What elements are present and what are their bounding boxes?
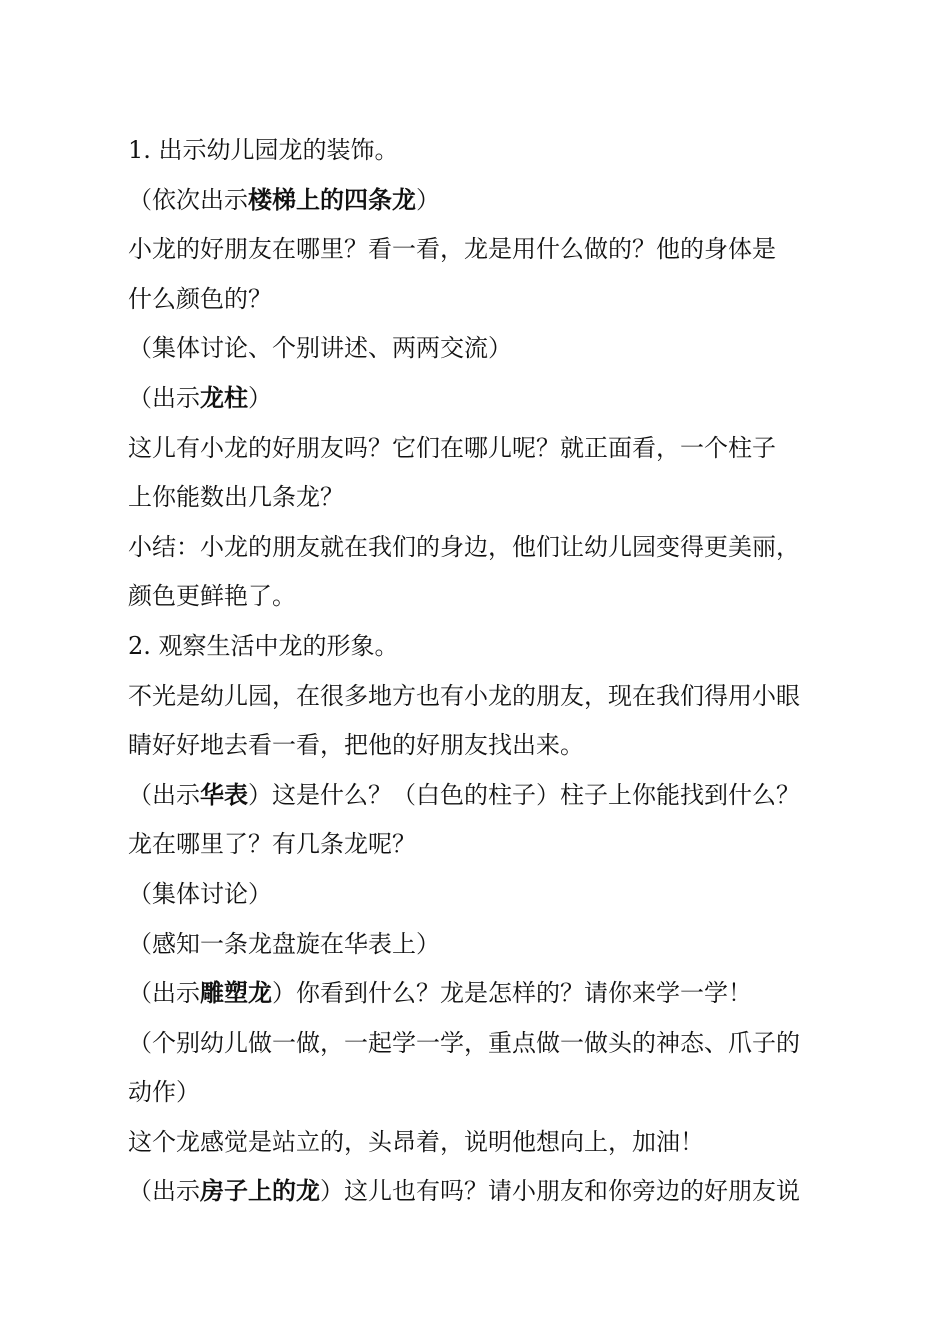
bold-emphasis: 华表 — [200, 780, 248, 809]
text-line — [128, 473, 828, 523]
text-segment: （依次出示 — [128, 185, 248, 214]
bold-emphasis: 龙柱 — [200, 383, 248, 412]
text-segment: 睛好好地去看一看，把他的好朋友找出来。 — [128, 731, 584, 760]
text-segment: （集体讨论） — [128, 879, 272, 908]
text-segment: （出示 — [128, 1177, 200, 1206]
text-line — [128, 771, 828, 821]
text-line — [128, 225, 828, 275]
text-segment: 2. 观察生活中龙的形象。 — [128, 631, 399, 660]
text-segment: ） — [416, 185, 440, 214]
text-segment: 不光是幼儿园，在很多地方也有小龙的朋友，现在我们得用小眼 — [128, 681, 800, 710]
bold-emphasis: 房子上的龙 — [200, 1177, 320, 1206]
text-segment: （出示 — [128, 383, 200, 412]
text-segment: 小结：小龙的朋友就在我们的身边，他们让幼儿园变得更美丽， — [128, 532, 800, 561]
text-line — [128, 424, 828, 474]
text-line — [128, 324, 828, 374]
text-line — [128, 374, 828, 424]
text-segment: （出示 — [128, 780, 200, 809]
text-segment: 颜色更鲜艳了。 — [128, 582, 296, 611]
text-segment: 小龙的好朋友在哪里？看一看，龙是用什么做的？他的身体是 — [128, 235, 776, 264]
text-line — [128, 920, 828, 970]
text-line — [128, 1068, 828, 1118]
bold-emphasis: 雕塑龙 — [200, 979, 272, 1008]
text-segment: （感知一条龙盘旋在华表上） — [128, 929, 440, 958]
text-line — [128, 820, 828, 870]
text-line — [128, 721, 828, 771]
text-line — [128, 1118, 828, 1168]
text-line — [128, 969, 828, 1019]
text-segment: （个别幼儿做一做，一起学一学，重点做一做头的神态、爪子的 — [128, 1028, 800, 1057]
text-segment: （集体讨论、个别讲述、两两交流） — [128, 334, 512, 363]
text-segment: （出示 — [128, 979, 200, 1008]
text-segment: ）你看到什么？龙是怎样的？请你来学一学！ — [272, 979, 752, 1008]
text-line — [128, 870, 828, 920]
text-line — [128, 1167, 828, 1217]
text-line — [128, 275, 828, 325]
text-segment: 上你能数出几条龙？ — [128, 483, 344, 512]
body-text — [128, 126, 828, 1217]
text-line — [128, 176, 828, 226]
text-segment: 动作） — [128, 1078, 200, 1107]
text-line — [128, 1019, 828, 1069]
text-segment: 这儿有小龙的好朋友吗？它们在哪儿呢？就正面看，一个柱子 — [128, 433, 776, 462]
text-segment: 龙在哪里了？有几条龙呢？ — [128, 830, 416, 859]
text-line — [128, 622, 828, 672]
text-segment: 1. 出示幼儿园龙的装饰。 — [128, 136, 399, 164]
text-segment: ）这是什么？（白色的柱子）柱子上你能找到什么？ — [248, 780, 800, 809]
text-line — [128, 523, 828, 573]
bold-emphasis: 楼梯上的四条龙 — [248, 185, 416, 214]
text-line — [128, 126, 828, 176]
text-segment: ）这儿也有吗？请小朋友和你旁边的好朋友说 — [320, 1177, 800, 1206]
text-line — [128, 672, 828, 722]
text-segment: 这个龙感觉是站立的，头昂着，说明他想向上，加油！ — [128, 1127, 704, 1156]
text-segment: ） — [248, 383, 272, 412]
text-segment: 什么颜色的？ — [128, 284, 272, 313]
text-line — [128, 572, 828, 622]
